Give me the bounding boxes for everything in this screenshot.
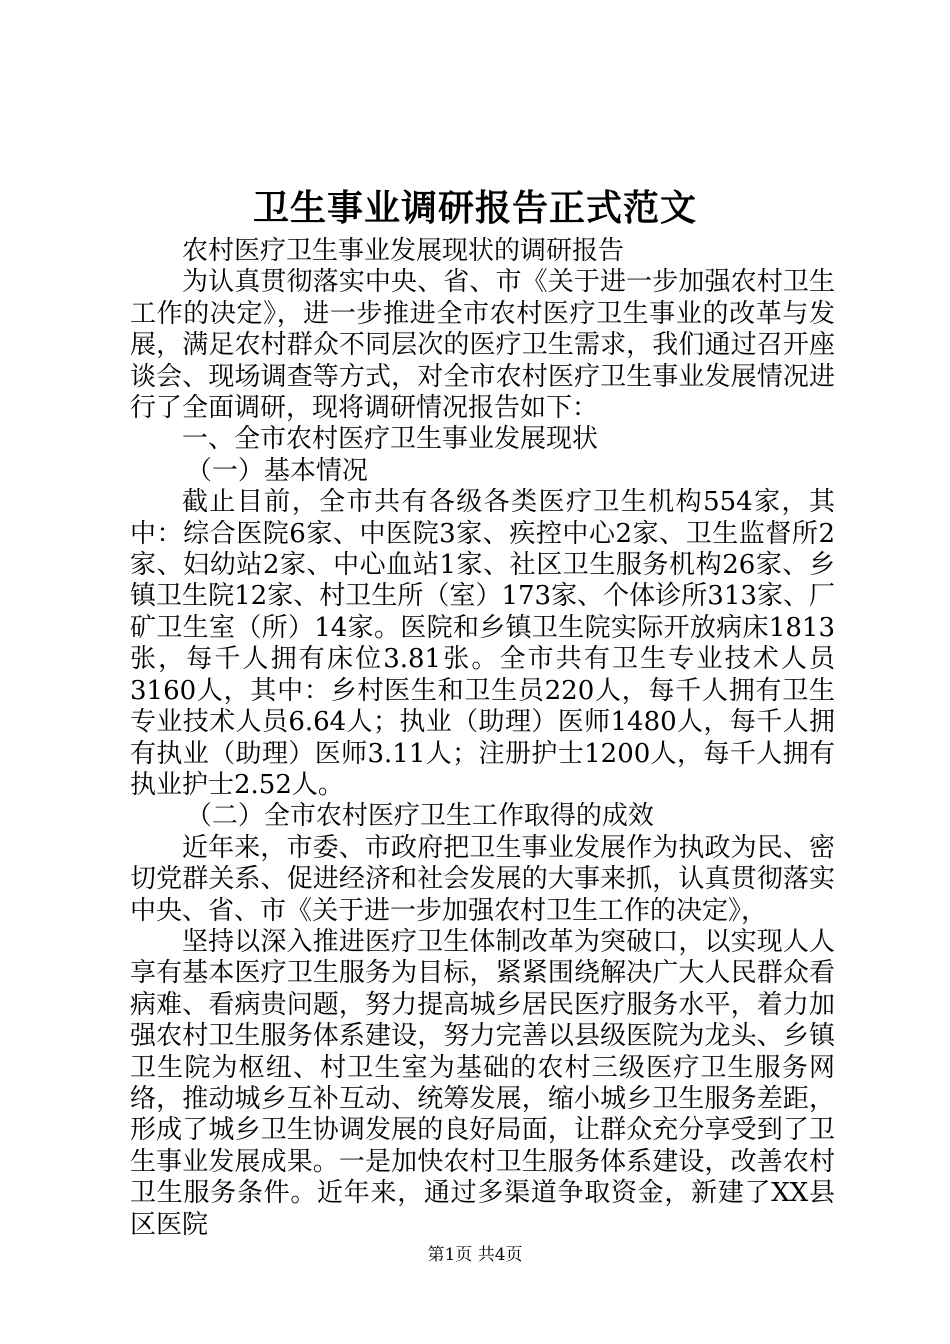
document-body — [130, 236, 835, 1241]
page-footer: 第1页 共4页 — [427, 1245, 523, 1265]
achievements-paragraph-1: 近年来，市委、市政府把卫生事业发展作为执政为民、密切党群关系、促进经济和社会发展的大事来抓，认真贯彻落实中央、省、市《关于进一步加强农村卫生工作的决定》， — [130, 832, 835, 926]
achievements-paragraph-2: 坚持以深入推进医疗卫生体制改革为突破口，以实现人人享有基本医疗卫生服务为目标，紧紧围绕解决广大人民群众看病难、看病贵问题，努力提高城乡居民医疗服务水平，着力加强农村卫生服务体系建设，努力完善以县级医院为龙头、乡镇卫生院为枢纽、村卫生室为基础的农村三级医疗卫生服务网络，推动城乡互补互动、统筹发展，缩小城乡卫生服务差距，形成了城乡卫生协调发展的良好局面，让群众充分享受到了卫生事业发展成果。一是加快农村卫生服务体系建设，改善农村卫生服务条件。近年来，通过多渠道争取资金，新建了XX县区医院 — [130, 926, 835, 1240]
document-title: 卫生事业调研报告正式范文 — [252, 187, 697, 229]
subsection-heading-achievements: （二）全市农村医疗卫生工作取得的成效 — [185, 801, 654, 832]
section-heading-1: 一、全市农村医疗卫生事业发展现状 — [182, 424, 599, 455]
basic-info-paragraph: 截止目前，全市共有各级各类医疗卫生机构554家，其中：综合医院6家、中医院3家、疾控中心2家、卫生监督所2家、妇幼站2家、中心血站1家、社区卫生服务机构26家、乡镇卫生院12家、村卫生所（室）173家、个体诊所313家、厂矿卫生室（所）14家。医院和乡镇卫生院实际开放病床1813张，每千人拥有床位3.81张。全市共有卫生专业技术人员3160人，其中：乡村医生和卫生员220人，每千人拥有卫生专业技术人员6.64人；执业（助理）医师1480人，每千人拥有执业（助理）医师3.11人；注册护士1200人，每千人拥有执业护士2.52人。 — [130, 487, 835, 800]
intro-paragraph: 为认真贯彻落实中央、省、市《关于进一步加强农村卫生工作的决定》，进一步推进全市农村医疗卫生事业的改革与发展，满足农村群众不同层次的医疗卫生需求，我们通过召开座谈会、现场调查等方式，对全市农村医疗卫生事业发展情况进行了全面调研，现将调研情况报告如下： — [130, 267, 835, 424]
subsection-heading-basic: （一）基本情况 — [185, 455, 368, 486]
report-subtitle: 农村医疗卫生事业发展现状的调研报告 — [182, 236, 625, 266]
